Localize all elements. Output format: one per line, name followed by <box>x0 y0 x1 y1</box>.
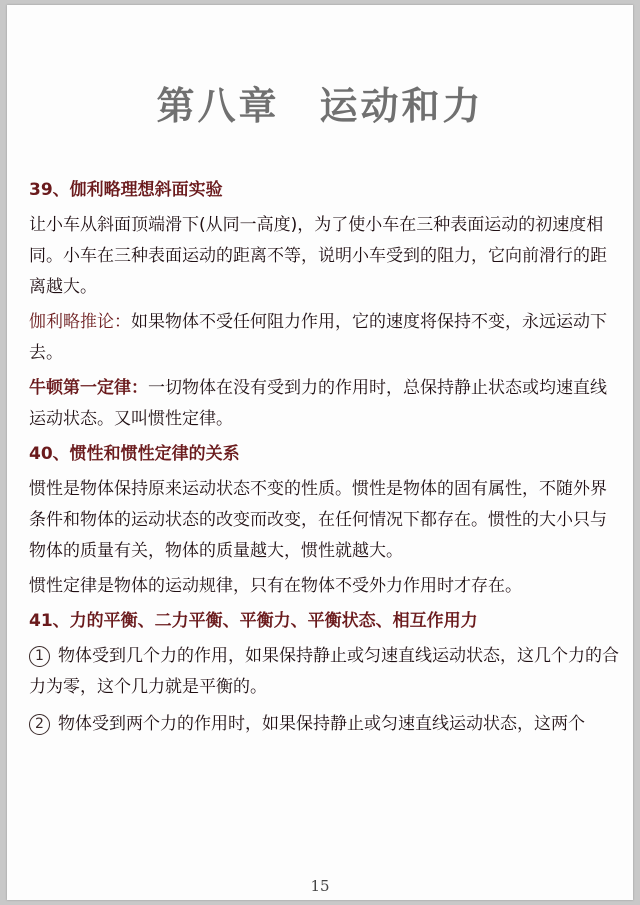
section-41-item-1 <box>29 641 619 703</box>
newton-first-law-text: 一切物体在没有受到力的作用时，总保持静止状态或均速直线运动状态。又叫惯性定律。 <box>29 378 607 429</box>
chapter-name: 运动和力 <box>319 84 484 128</box>
section-39-paragraph-3 <box>29 373 619 435</box>
newton-first-law-term: 牛顿第一定律： <box>29 378 148 398</box>
chapter-title <box>7 75 633 130</box>
circled-number-1: 1 <box>29 646 50 667</box>
page-number: 15 <box>310 877 330 895</box>
section-41-item-2 <box>29 709 619 740</box>
galileo-inference-term: 伽利略推论： <box>29 312 131 332</box>
section-41-item-2-text: 物体受到两个力的作用时，如果保持静止或匀速直线运动状态，这两个 <box>58 714 585 734</box>
section-39-heading: 39、伽利略理想斜面实验 <box>29 180 223 200</box>
section-41-item-1-text: 物体受到几个力的作用，如果保持静止或匀速直线运动状态，这几个力的合力为零，这个几力就是平衡的。 <box>29 646 619 697</box>
circled-number-2: 2 <box>29 714 50 735</box>
section-40-heading: 40、惯性和惯性定律的关系 <box>29 444 240 464</box>
chapter-number: 第八章 <box>156 84 280 128</box>
section-40-paragraph-2: 惯性定律是物体的运动规律，只有在物体不受外力作用时才存在。 <box>29 576 522 596</box>
galileo-inference-text: 如果物体不受任何阻力作用，它的速度将保持不变，永远运动下去。 <box>29 312 607 363</box>
section-39-paragraph-2 <box>29 307 619 369</box>
section-41-heading: 41、力的平衡、二力平衡、平衡力、平衡状态、相互作用力 <box>29 611 478 631</box>
section-39-paragraph-1: 让小车从斜面顶端滑下(从同一高度)，为了使小车在三种表面运动的初速度相同。小车在三种表面运动的距离不等，说明小车受到的阻力，它向前滑行的距离越大。 <box>29 215 607 297</box>
section-40-paragraph-1: 惯性是物体保持原来运动状态不变的性质。惯性是物体的固有属性，不随外界条件和物体的运动状态的改变而改变，在任何情况下都存在。惯性的大小只与物体的质量有关，物体的质量越大，惯性就越大。 <box>29 479 607 561</box>
document-page <box>7 5 633 900</box>
page-content <box>29 175 619 746</box>
